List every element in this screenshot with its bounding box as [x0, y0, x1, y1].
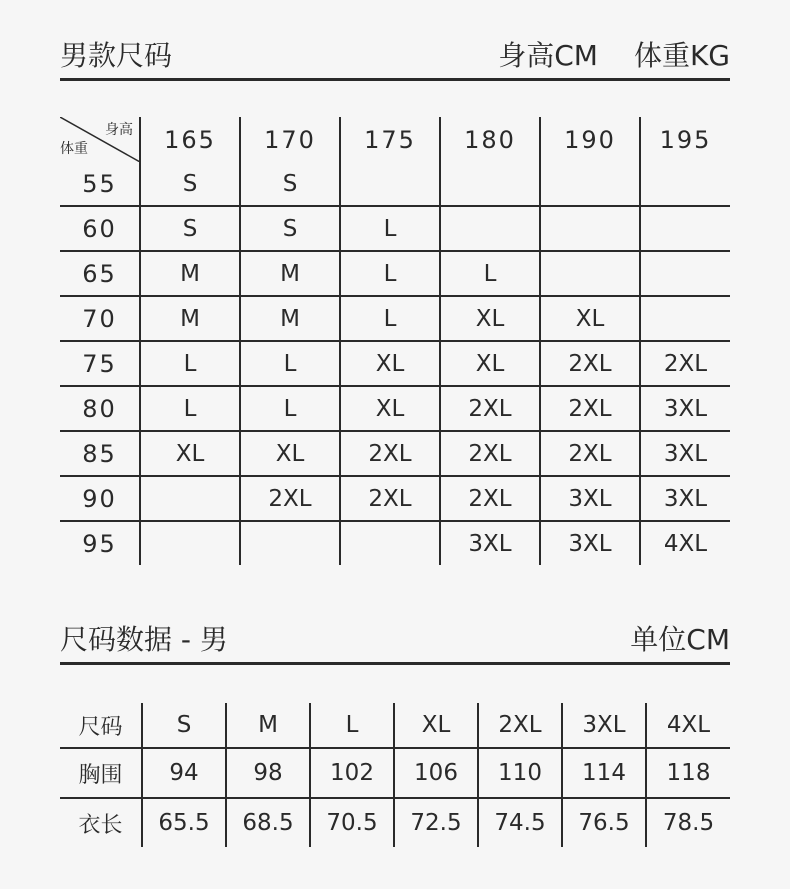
size-cell: [140, 476, 240, 521]
height-header: 175: [340, 117, 440, 162]
size-cell: [540, 251, 640, 296]
size-cell: [640, 296, 730, 341]
size-header-cell: S: [142, 703, 226, 748]
size-cell: 2XL: [340, 431, 440, 476]
size-chart-row: [60, 296, 730, 341]
height-unit-label: 身高CM: [498, 39, 598, 72]
chest-value: 118: [646, 748, 730, 798]
size-data-header: [60, 623, 730, 665]
length-value: 70.5: [310, 798, 394, 847]
weight-label: 55: [60, 162, 140, 206]
chest-value: 94: [142, 748, 226, 798]
size-cell: 2XL: [440, 431, 540, 476]
size-chart-row: [60, 521, 730, 565]
size-cell: S: [140, 206, 240, 251]
size-cell: [640, 251, 730, 296]
length-value: 72.5: [394, 798, 478, 847]
chest-value: 110: [478, 748, 562, 798]
size-header-cell: XL: [394, 703, 478, 748]
size-cell: XL: [440, 296, 540, 341]
chest-value: 114: [562, 748, 646, 798]
corner-weight-label: 体重: [60, 141, 88, 157]
size-cell: L: [340, 206, 440, 251]
size-cell: S: [140, 162, 240, 206]
corner-cell: [60, 117, 140, 162]
size-cell: 2XL: [240, 476, 340, 521]
size-cell: 2XL: [440, 476, 540, 521]
size-data-unit: 单位CM: [630, 623, 730, 656]
size-data-title: 尺码数据 - 男: [60, 623, 228, 656]
height-header: 180: [440, 117, 540, 162]
weight-label: 60: [60, 206, 140, 251]
weight-label: 80: [60, 386, 140, 431]
size-cell: [340, 521, 440, 565]
size-data-table: [60, 703, 730, 847]
size-header-cell: 3XL: [562, 703, 646, 748]
weight-label: 95: [82, 529, 117, 558]
size-chart-row: [60, 206, 730, 251]
size-chart-row: [60, 341, 730, 386]
size-cell: 3XL: [440, 521, 540, 565]
size-cell: L: [440, 251, 540, 296]
length-value: 76.5: [562, 798, 646, 847]
size-cell: [440, 206, 540, 251]
length-value: 65.5: [142, 798, 226, 847]
size-cell: 2XL: [540, 431, 640, 476]
chest-label: 胸围: [60, 748, 142, 798]
size-cell: [340, 162, 440, 206]
size-cell: M: [240, 296, 340, 341]
size-chart-header-row: [60, 117, 730, 162]
size-chart-row: [60, 386, 730, 431]
size-cell: [240, 521, 340, 565]
size-chart-title: 男款尺码: [60, 39, 173, 72]
height-header: 165: [140, 117, 240, 162]
weight-label: 75: [60, 341, 140, 386]
height-header: 195: [640, 117, 730, 162]
size-header-cell: 2XL: [478, 703, 562, 748]
size-header-row: [60, 703, 730, 748]
size-cell: XL: [340, 386, 440, 431]
size-cell: 4XL: [640, 521, 730, 565]
length-value: 68.5: [226, 798, 310, 847]
length-value: 74.5: [478, 798, 562, 847]
size-cell: L: [140, 386, 240, 431]
corner-height-label: 身高: [105, 122, 133, 138]
size-cell: 3XL: [540, 521, 640, 565]
size-cell: XL: [240, 431, 340, 476]
size-cell: M: [140, 296, 240, 341]
size-cell: L: [340, 296, 440, 341]
size-cell: 3XL: [640, 386, 730, 431]
size-chart-row: [60, 431, 730, 476]
size-cell: [440, 162, 540, 206]
weight-label: 70: [60, 296, 140, 341]
length-label: 衣长: [78, 812, 123, 838]
size-chart-row: [60, 162, 730, 206]
chest-value: 98: [226, 748, 310, 798]
size-cell: 3XL: [640, 476, 730, 521]
size-cell: 3XL: [540, 476, 640, 521]
size-cell: XL: [340, 341, 440, 386]
size-cell: [640, 162, 730, 206]
weight-label: 90: [60, 476, 140, 521]
size-cell: L: [240, 386, 340, 431]
size-cell: 2XL: [640, 341, 730, 386]
size-cell: 2XL: [340, 476, 440, 521]
weight-label: 85: [60, 431, 140, 476]
size-row-label: 尺码: [60, 703, 142, 748]
size-header-cell: L: [310, 703, 394, 748]
size-cell: XL: [440, 341, 540, 386]
size-chart-row: [60, 251, 730, 296]
weight-unit-label: 体重KG: [633, 39, 730, 72]
size-cell: [540, 206, 640, 251]
size-header-cell: M: [226, 703, 310, 748]
size-cell: [640, 206, 730, 251]
size-cell: 2XL: [440, 386, 540, 431]
length-row: [60, 798, 730, 847]
size-cell: 2XL: [540, 341, 640, 386]
chest-row: [60, 748, 730, 798]
height-header: 170: [240, 117, 340, 162]
size-cell: XL: [140, 431, 240, 476]
size-header-cell: 4XL: [646, 703, 730, 748]
size-cell: S: [240, 162, 340, 206]
size-chart-table: [60, 117, 730, 565]
weight-label: 65: [60, 251, 140, 296]
size-cell: L: [240, 341, 340, 386]
chest-value: 102: [310, 748, 394, 798]
size-cell: M: [240, 251, 340, 296]
length-value: 78.5: [646, 798, 730, 847]
size-chart-units: [498, 39, 730, 72]
size-cell: L: [140, 341, 240, 386]
size-cell: S: [240, 206, 340, 251]
size-cell: [140, 521, 240, 565]
size-chart-row: [60, 476, 730, 521]
size-cell: L: [340, 251, 440, 296]
size-cell: [540, 162, 640, 206]
chest-value: 106: [394, 748, 478, 798]
size-cell: 3XL: [640, 431, 730, 476]
size-cell: 2XL: [540, 386, 640, 431]
size-chart-header: [60, 39, 730, 81]
size-cell: XL: [540, 296, 640, 341]
height-header: 190: [540, 117, 640, 162]
size-cell: M: [140, 251, 240, 296]
